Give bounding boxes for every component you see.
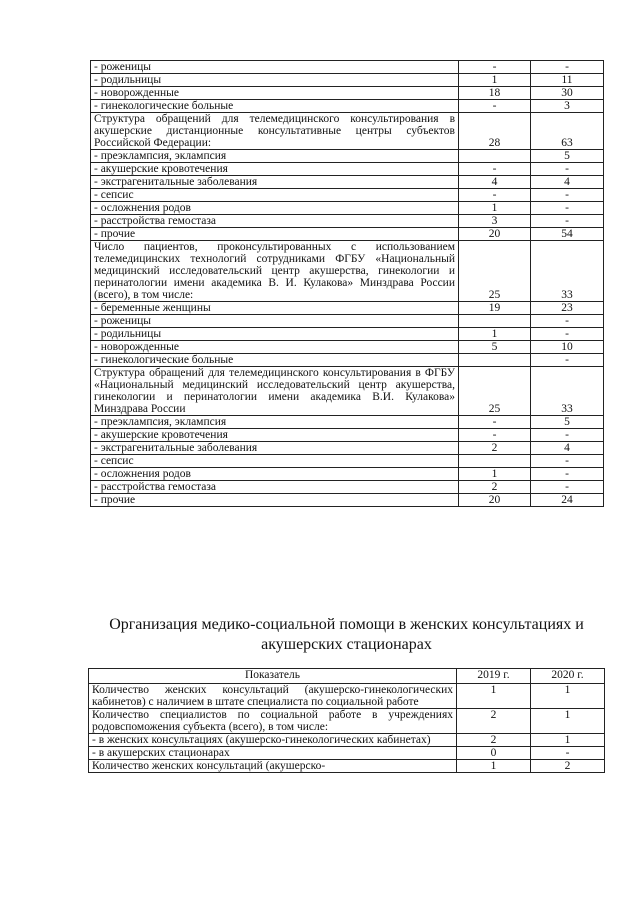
row-label: Количество женских консультаций (акушерско- [89,760,457,773]
row-label: Количество специалистов по социальной работе в учреждениях родовспоможения субъекта (всего), в том числе: [89,709,457,734]
value-2020: - [531,202,604,215]
value-2020: 54 [531,228,604,241]
value-2020: - [531,315,604,328]
row-label: - родильницы [91,328,459,341]
table-row [91,176,604,189]
row-label: - родильницы [91,74,459,87]
value-2019: - [459,416,531,429]
value-2019 [459,150,531,163]
value-2019: 2 [457,734,531,747]
row-label: - в женских консультациях (акушерско-гинекологических кабинетах) [89,734,457,747]
table-row [91,241,604,302]
value-2020: 2 [531,760,605,773]
value-2019: 1 [459,468,531,481]
value-2019: 2 [457,709,531,734]
value-2019: - [459,189,531,202]
row-label: - гинекологические больные [91,100,459,113]
row-label: - осложнения родов [91,202,459,215]
value-2020: - [531,163,604,176]
table-row [91,315,604,328]
row-label: - преэклампсия, эклампсия [91,416,459,429]
value-2020: 5 [531,150,604,163]
table-header-row [89,669,605,684]
row-label: - новорожденные [91,341,459,354]
value-2020: 30 [531,87,604,100]
header-indicator: Показатель [89,669,457,684]
value-2020: - [531,429,604,442]
value-2020: - [531,61,604,74]
row-label: - сепсис [91,455,459,468]
table-row [91,354,604,367]
value-2019: 28 [459,113,531,150]
table-row [91,150,604,163]
value-2019: 18 [459,87,531,100]
table-row [91,341,604,354]
value-2020: - [531,328,604,341]
value-2020: 3 [531,100,604,113]
value-2019: 1 [459,74,531,87]
row-label: - акушерские кровотечения [91,163,459,176]
table-row [91,367,604,416]
value-2020: - [531,215,604,228]
value-2020: - [531,468,604,481]
table-row [91,74,604,87]
header-2020: 2020 г. [531,669,605,684]
value-2019: 1 [457,760,531,773]
table-row [91,328,604,341]
value-2020: 4 [531,442,604,455]
row-label: - прочие [91,228,459,241]
table-row [91,416,604,429]
value-2020: 1 [531,709,605,734]
value-2020: - [531,455,604,468]
value-2019 [459,455,531,468]
value-2020: 63 [531,113,604,150]
table-row [91,87,604,100]
row-label: - экстрагенитальные заболевания [91,442,459,455]
medico-social-table [88,668,605,773]
table-row [91,189,604,202]
value-2019: 20 [459,494,531,507]
section-title: Организация медико-социальной помощи в женских консультациях и акушерских стационарах [109,616,584,653]
value-2019: 1 [459,328,531,341]
value-2020: - [531,354,604,367]
value-2020: 5 [531,416,604,429]
table-row [91,302,604,315]
row-label: - преэклампсия, эклампсия [91,150,459,163]
row-label: - прочие [91,494,459,507]
table-row [89,734,605,747]
value-2019: 25 [459,367,531,416]
row-label: - акушерские кровотечения [91,429,459,442]
row-label: - новорожденные [91,87,459,100]
table-row [91,455,604,468]
value-2019: - [459,429,531,442]
row-label: - беременные женщины [91,302,459,315]
value-2019: 0 [457,747,531,760]
table-row [91,202,604,215]
row-label: - гинекологические больные [91,354,459,367]
value-2019: 5 [459,341,531,354]
table-row [91,215,604,228]
value-2019: 19 [459,302,531,315]
row-label: - расстройства гемостаза [91,481,459,494]
value-2019: 2 [459,481,531,494]
header-2019: 2019 г. [457,669,531,684]
table-row [91,429,604,442]
table-row [91,100,604,113]
value-2020: - [531,189,604,202]
value-2019 [459,315,531,328]
row-label: - расстройства гемостаза [91,215,459,228]
value-2020: 33 [531,241,604,302]
value-2019: 1 [457,684,531,709]
row-label: - сепсис [91,189,459,202]
row-label: - осложнения родов [91,468,459,481]
value-2020: 24 [531,494,604,507]
value-2019: 2 [459,442,531,455]
row-label: - роженицы [91,61,459,74]
table-row [91,61,604,74]
value-2020: - [531,481,604,494]
value-2020: 11 [531,74,604,87]
table-row [89,760,605,773]
table-row [91,468,604,481]
table-row [91,228,604,241]
value-2020: 4 [531,176,604,189]
value-2020: 1 [531,684,605,709]
value-2019: - [459,61,531,74]
value-2019: 25 [459,241,531,302]
table-row [89,684,605,709]
row-label: - в акушерских стационарах [89,747,457,760]
row-label: - экстрагенитальные заболевания [91,176,459,189]
value-2020: - [531,747,605,760]
value-2019 [459,354,531,367]
row-label: Структура обращений для телемедицинского консультирования в ФГБУ «Национальный медицинский исследовательский центр акушерства, гинекологии и перинатологии имени академика В.И. Кулакова» Минздрава России [91,367,459,416]
value-2020: 10 [531,341,604,354]
value-2019: 3 [459,215,531,228]
value-2020: 33 [531,367,604,416]
table-row [91,481,604,494]
row-label: - роженицы [91,315,459,328]
value-2019: - [459,100,531,113]
value-2019: - [459,163,531,176]
table-row [89,747,605,760]
row-label: Количество женских консультаций (акушерско-гинекологических кабинетов) с наличием в штате специалиста по социальной работе [89,684,457,709]
value-2019: 20 [459,228,531,241]
value-2019: 1 [459,202,531,215]
row-label: Число пациентов, проконсультированных с использованием телемедицинских технологий сотрудниками ФГБУ «Национальный медицинский исследовательский центр акушерства, гинекологии и перинатологии имени академика В. И. Кулакова» Минздрава России (всего), в том числе: [91,241,459,302]
telemedicine-table [90,60,604,507]
table-row [91,163,604,176]
table-row [91,113,604,150]
value-2020: 23 [531,302,604,315]
table-row [91,494,604,507]
row-label: Структура обращений для телемедицинского консультирования в акушерские дистанционные консультативные центры субъектов Российской Федерации: [91,113,459,150]
table-row [91,442,604,455]
value-2019: 4 [459,176,531,189]
table-row [89,709,605,734]
value-2020: 1 [531,734,605,747]
